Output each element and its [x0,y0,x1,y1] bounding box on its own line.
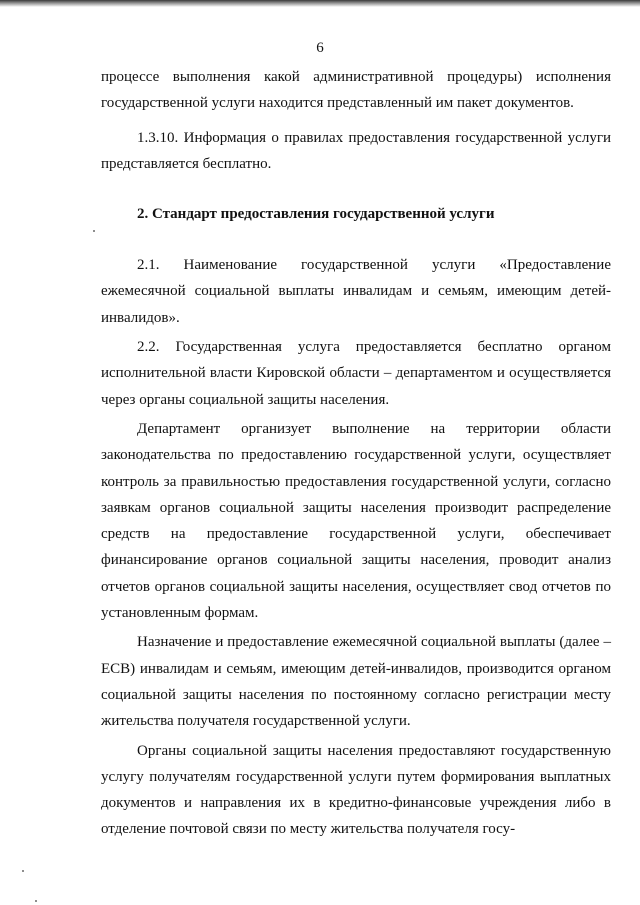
page-number: 6 [316,40,324,56]
document-body [101,64,611,843]
scan-speck [35,900,37,902]
paragraph-department: Департамент организует выполнение на территории области законодательства по предоставлению государственной услуги, осуществляет контроль за правильностью предоставления государственной услуги, согласно заявкам органов социальной защиты населения производит распределение средств на предоставление государственной услуги, обеспечивает финансирование органов социальной защиты населения, проводит анализ отчетов органов социальной защиты населения, осуществляет свод отчетов по установленным формам. [101,420,611,622]
paragraph-esv: Назначение и предоставление ежемесячной социальной выплаты (далее – ЕСВ) инвалидам и семьям, имеющим детей-инвалидов, производится органом социальной защиты населения по постоянному согласно регистрации месту жительства получателя государственной услуги. [101,634,611,730]
scan-edge-shadow [0,0,640,7]
paragraph-1-3-10: 1.3.10. Информация о правилах предоставления государственной услуги представляется бесплатно. [101,129,611,172]
paragraph-2-2: 2.2. Государственная услуга предоставляется бесплатно органом исполнительной власти Кировской области – департаментом и осуществляется через органы социальной защиты населения. [101,339,611,408]
paragraph-2-1: 2.1. Наименование государственной услуги «Предоставление ежемесячной социальной выплаты инвалидам и семьям, имеющим детей-инвалидов». [101,257,611,326]
scan-speck [93,230,95,232]
scan-speck [22,870,24,872]
paragraph-continuation: процессе выполнения какой административной процедуры) исполнения государственной услуги находится представленный им пакет документов. [101,69,611,112]
section-heading: 2. Стандарт предоставления государственной услуги [137,206,495,223]
paragraph-social-organs: Органы социальной защиты населения предоставляют государственную услугу получателям государственной услуги путем формирования выплатных документов и направления их в кредитно-финансовые учреждения либо в отделение почтовой связи по месту жительства получателя госу- [101,742,611,838]
